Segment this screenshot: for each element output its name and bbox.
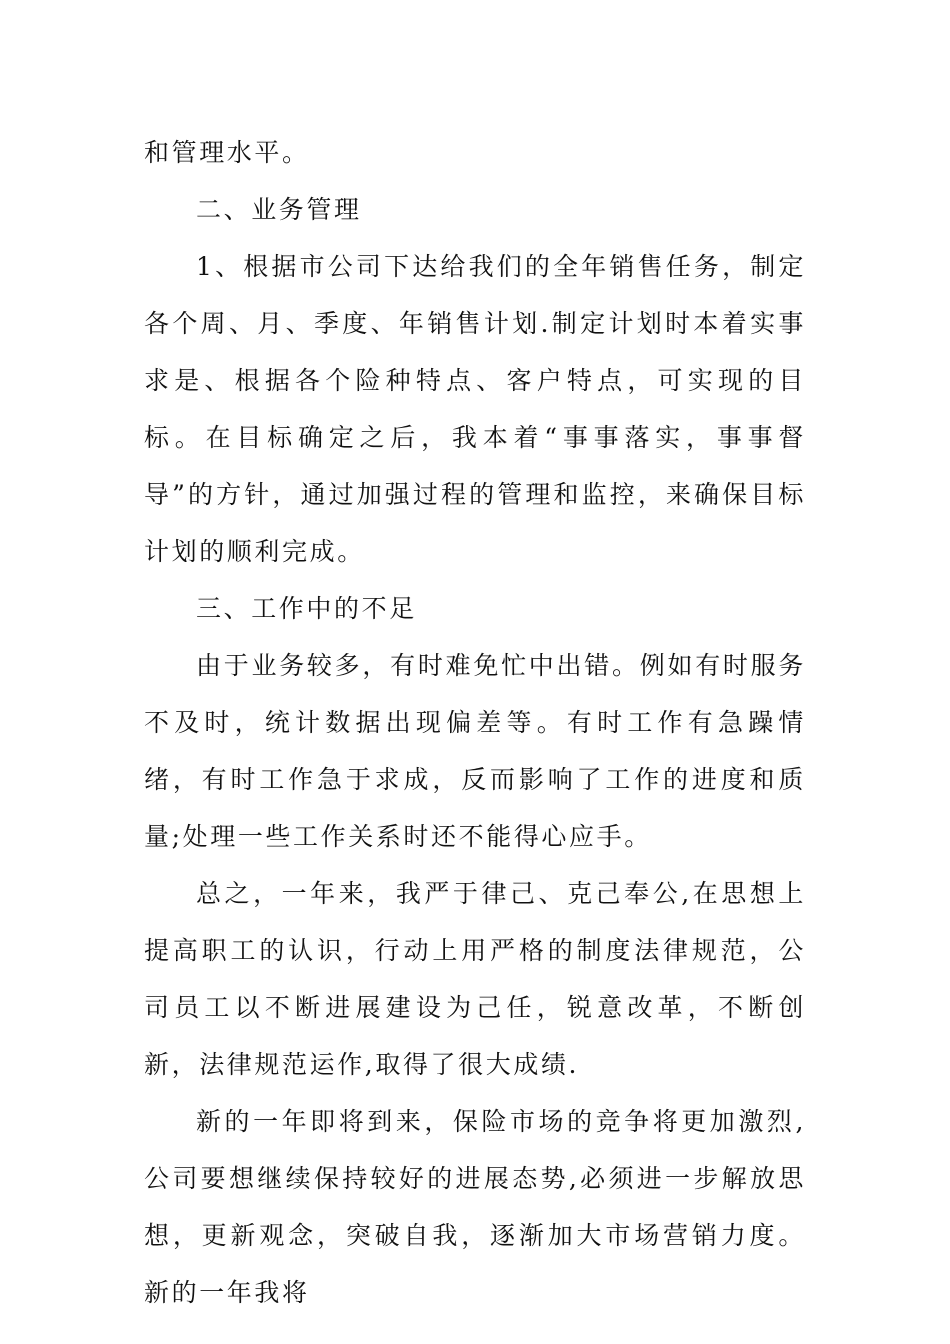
paragraph-continuation: 和管理水平。 [144, 138, 310, 167]
paragraph-shortcomings: 由于业务较多，有时难免忙中出错。例如有时服务不及时，统计数据出现偏差等。有时工作有急躁情绪，有时工作急于求成，反而影响了工作的进度和质量;处理一些工作关系时还不能得心应手。 [144, 651, 806, 851]
document-body [144, 124, 806, 1321]
document-page [144, 0, 806, 1344]
section-heading-business-management: 二、业务管理 [196, 195, 362, 224]
paragraph-new-year: 新的一年即将到来，保险市场的竞争将更加激烈,公司要想继续保持较好的进展态势,必须进一步解放思想，更新观念，突破自我，逐渐加大市场营销力度。新的一年我将 [144, 1107, 806, 1307]
paragraph-summary: 总之，一年来，我严于律己、克己奉公,在思想上提高职工的认识，行动上用严格的制度法律规范，公司员工以不断进展建设为己任，锐意改革，不断创新，法律规范运作,取得了很大成绩. [144, 879, 806, 1079]
paragraph-sales-plan: 1、根据市公司下达给我们的全年销售任务，制定各个周、月、季度、年销售计划.制定计划时本着实事求是、根据各个险种特点、客户特点，可实现的目标。在目标确定之后，我本着“事事落实，事事督导”的方针，通过加强过程的管理和监控，来确保目标计划的顺利完成。 [144, 252, 806, 566]
section-heading-shortcomings: 三、工作中的不足 [196, 594, 417, 623]
